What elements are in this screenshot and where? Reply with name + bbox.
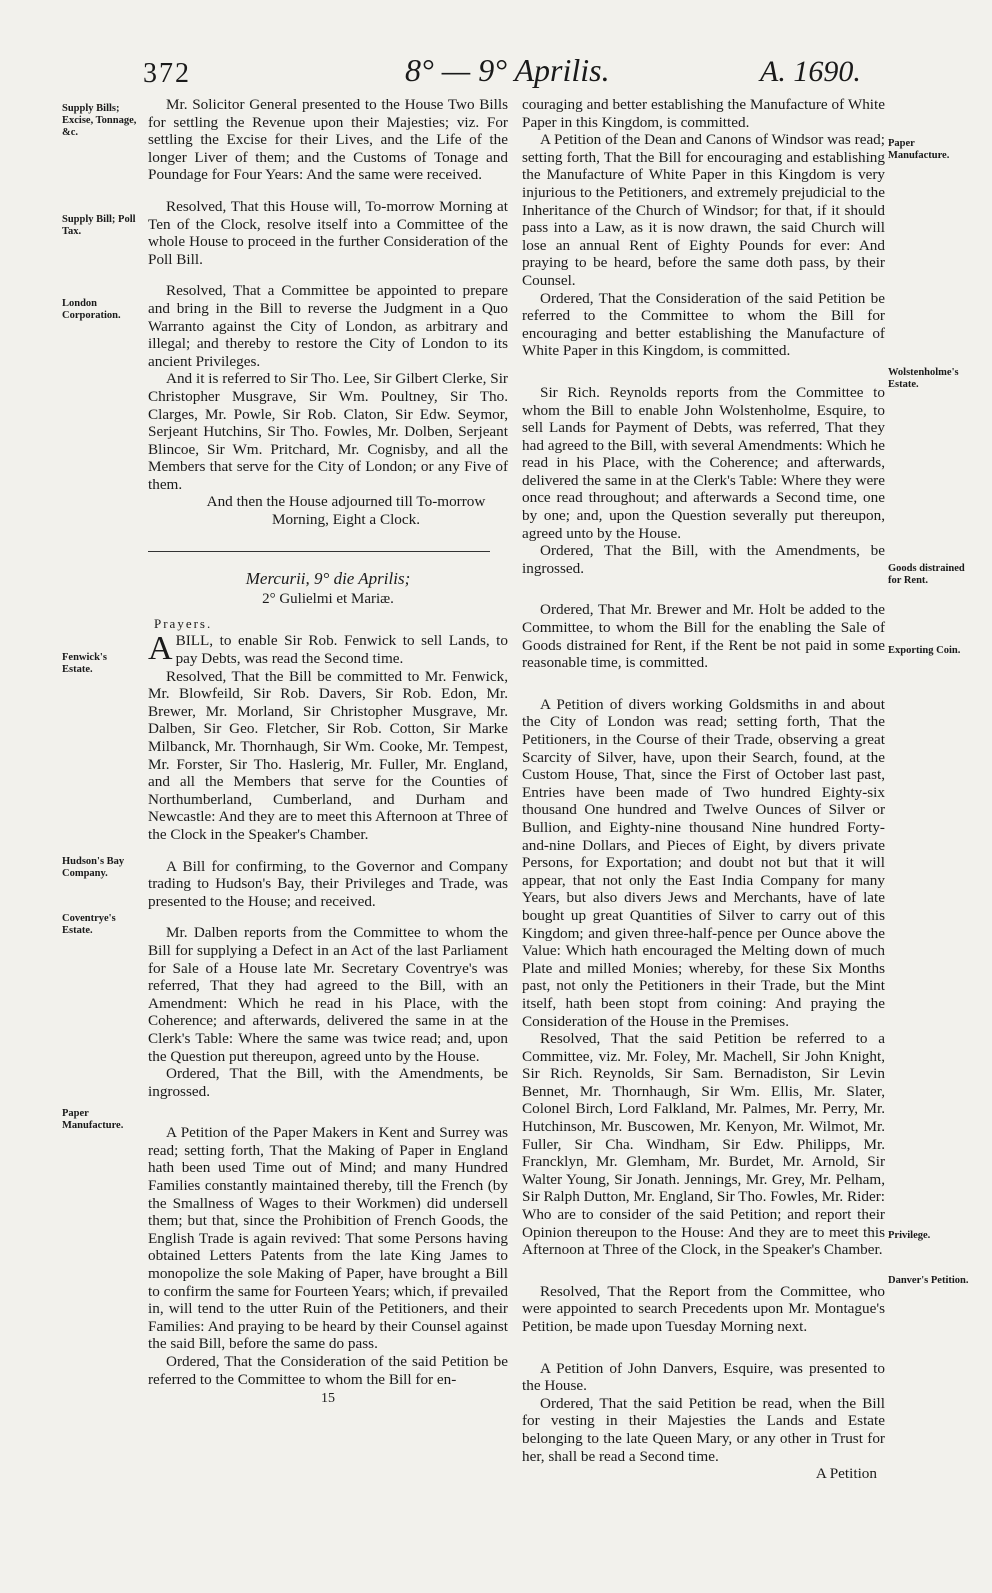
paragraph-hudsons-bay: A Bill for confirming, to the Governor and Company trading to Hudson's Bay, their Privileges and Trade, was presented to the House; and received. bbox=[148, 857, 508, 910]
adjournment-note: And then the House adjourned till To-morrow Morning, Eight a Clock. bbox=[206, 493, 486, 529]
margin-note-danvers: Danver's Petition. bbox=[888, 1275, 969, 1286]
margin-note-supply-bills: Supply Bills; Excise, Tonnage, &c. bbox=[62, 103, 137, 138]
regnal-year: 2° Gulielmi et Mariæ. bbox=[262, 591, 394, 608]
paragraph-goldsmiths-committee: Resolved, That the said Petition be referred to a Committee, viz. Mr. Foley, Mr. Machell, Sir John Knight, Sir Rich. Reynolds, Sir Sam. Bernadiston, Sir Levin Bennet, Mr. Thornhaugh, Sir Wm. Ellis, Mr. Slater, Colonel Birch, Lord Falkland, Mr. Palmes, Mr. Perry, Mr. Hutchinson, Mr. Buscowen, Mr. Kenyon, Mr. Wilmot, Mr. Fuller, Sir Cha. Windham, Sir Edw. Philipps, Mr. Francklyn, Mr. Glemham, Mr. Burdet, Mr. Arnold, Sir Walter Young, Sir Jonath. Jennings, Mr. Grey, Mr. Pelham, Sir Ralph Dutton, Mr. England, Sir Tho. Fowles, Mr. Rider: Who are to consider of the said Petition; and report their Opinion thereupon to the House: And they are to meet this Afternoon at Three of the Clock, in the Speaker's Chamber. bbox=[522, 1030, 885, 1259]
margin-note-exporting-coin: Exporting Coin. bbox=[888, 645, 961, 656]
margin-note-paper-right: Paper Manufacture. bbox=[888, 138, 950, 161]
paragraph-supply-bills: Mr. Solicitor General presented to the House Two Bills for settling the Revenue upon their Majesties; viz. For settling the Excise for their Lives, and the Life of the longer Liver of them; and the Customs of Tonage and Poundage for Four Years: And the same were received. bbox=[148, 96, 508, 184]
margin-note-privilege: Privilege. bbox=[888, 1230, 931, 1241]
paragraph-fenwick-bill bbox=[148, 632, 508, 667]
paragraph-montague-precedents: Resolved, That the Report from the Committee, who were appointed to search Precedents upon Mr. Montague's Petition, be made upon Tuesday Morning next. bbox=[522, 1282, 885, 1335]
drop-capital: A bbox=[148, 630, 173, 668]
margin-note-coventrye: Coventrye's Estate. bbox=[62, 913, 116, 936]
margin-note-hudsons-bay: Hudson's Bay Company. bbox=[62, 856, 125, 879]
paragraph-poll-bill: Resolved, That this House will, To-morrow Morning at Ten of the Clock, resolve itself into a Committee of the whole House to proceed in the further Consideration of the Poll Bill. bbox=[148, 197, 508, 268]
section-divider bbox=[148, 551, 490, 552]
signature-mark: 15 bbox=[321, 1391, 335, 1407]
paragraph-coventrye: Mr. Dalben reports from the Committee to whom the Bill for supplying a Defect in an Act of the last Parliament for Sale of a House late Mr. Secretary Coventrye's was referred, That they had agreed to the Bill, with an Amendment: Which he read in his Place, with the Coherence; and afterwards, delivered the same in at the Clerk's Table: Where the same was twice read; and, upon the Question put thereupon, agreed unto by the House. bbox=[148, 924, 508, 1065]
right-column bbox=[522, 96, 885, 1483]
margin-note-fenwick: Fenwick's Estate. bbox=[62, 652, 107, 675]
fenwick-bill-text: BILL, to enable Sir Rob. Fenwick to sell Lands, to pay Debts, was read the Second time. bbox=[175, 632, 508, 668]
paragraph-paper-makers-petition: A Petition of the Paper Makers in Kent and Surrey was read; setting forth, That the Making of Paper in England hath been used Time out of Mind; and many Hundred Families constantly maintained thereby, till the French (by the Smallness of Wages to their Workmen) did undersell them; but that, since the Prohibition of French Goods, the English Trade is again revived: That some Persons having obtained Letters Patents from the late King James to monopolize the sole Making of Paper, have brought a Bill to confirm the same for Fourteen Years; which, if prevailed in, will tend to the utter Ruin of the Petitioners, and their Families: And praying to be heard by their Counsel against the said Bill, before the same do pass. bbox=[148, 1124, 508, 1353]
paragraph-wolstenholme-report: Sir Rich. Reynolds reports from the Committee to whom the Bill to enable John Wolstenholme, Esquire, to sell Lands for Payment of Debts, was referred, That they had agreed to the Bill, with several Amendments: Which he read in his Place, with the Coherence; and afterwards, delivered the same in at the Clerk's Table: Where they were once read throughout; and afterwards a Second time, one by one; and, upon the Question severally put thereupon, agreed unto by the House. bbox=[522, 383, 885, 542]
margin-note-wolstenholme: Wolstenholme's Estate. bbox=[888, 367, 959, 390]
day-heading: Mercurii, 9° die Aprilis; bbox=[245, 568, 411, 588]
paragraph-goldsmiths-petition: A Petition of divers working Goldsmiths in and about the City of London was read; setting forth, That the Petitioners, in the Course of their Trade, observing a great Scarcity of Silver, have, upon their Search, found, at the Custom House, That, since the First of October last past, Entries have been made of Two hundred Eighty-six thousand One hundred and Twelve Ounces of Silver or Bullion, and Eighty-nine thousand Nine hundred Forty-and-nine Dollars, and Pieces of Eight, by divers private Persons, for Exportation; and doubt not but that it will appear, that not only the East India Company for many Years, but also divers Jews and Merchants, have of late bought up great Quantities of Silver to carry out of this Kingdom; and given three-half-pence per Ounce above the Value: Which hath encouraged the Melting down of much Plate and milled Monies; whereby, for these Six Months past, not only the Petitioners in their Trade, but the Mint itself, hath been stopt from coining: And praying the Consideration of the House in the Premises. bbox=[522, 695, 885, 1030]
paragraph-windsor-referral: Ordered, That the Consideration of the said Petition be referred to the Committee to whom the Bill for encouraging and better establishing the Manufacture of White Paper in this Kingdom, is committed. bbox=[522, 289, 885, 360]
paragraph-continuation: couraging and better establishing the Manufacture of White Paper in this Kingdom, is committed. bbox=[522, 96, 885, 131]
margin-note-poll-tax: Supply Bill; Poll Tax. bbox=[62, 214, 136, 237]
left-column bbox=[148, 96, 508, 1408]
paragraph-coventrye-ingrossed: Ordered, That the Bill, with the Amendments, be ingrossed. bbox=[148, 1065, 508, 1100]
paragraph-danvers-petition: A Petition of John Danvers, Esquire, was presented to the House. bbox=[522, 1359, 885, 1395]
paragraph-paper-referral: Ordered, That the Consideration of the said Petition be referred to the Committee to whom the Bill for en- bbox=[148, 1353, 508, 1388]
page-date-heading: 8° — 9° Aprilis. bbox=[405, 52, 610, 88]
margin-note-goods-distrained: Goods distrained for Rent. bbox=[888, 563, 965, 586]
page-year: A. 1690. bbox=[760, 55, 861, 88]
page-number: 372 bbox=[143, 58, 191, 89]
margin-note-paper-left: Paper Manufacture. bbox=[62, 1108, 124, 1131]
paragraph-quo-warranto: Resolved, That a Committee be appointed to prepare and bring in the Bill to reverse the Judgment in a Quo Warranto against the City of London, as arbitrary and illegal; and thereby to restore the City of London to its ancient Privileges. bbox=[148, 282, 508, 370]
prayers-heading: Prayers. bbox=[154, 615, 213, 631]
margin-note-london-corporation: London Corporation. bbox=[62, 298, 121, 321]
paragraph-committee-members: And it is referred to Sir Tho. Lee, Sir Gilbert Clerke, Sir Christopher Musgrave, Sir Wm. Poultney, Sir Tho. Clarges, Mr. Powle, Sir Rob. Claton, Sir Edw. Seymor, Serjeant Hutchins, Sir Tho. Fowles, Mr. Dolben, Serjeant Blincoe, Sir Wm. Pritchard, Mr. Cognisby, and all the Members that serve for the City of London; or any Five of them. bbox=[148, 370, 508, 493]
paragraph-windsor-petition: A Petition of the Dean and Canons of Windsor was read; setting forth, That the Bill for encouraging and establishing the Manufacture of White Paper in this Kingdom is very injurious to the Petitioners, and extremely prejudicial to the Inheritance of the Church of Windsor; for that, if it should pass into a Law, as it is now drawn, the said Church will lose an annual Rent of Eighty Pounds for ever: And praying to be heard, before the same doth pass, by their Counsel. bbox=[522, 131, 885, 289]
catchword: A Petition bbox=[815, 1465, 877, 1483]
paragraph-danvers-order: Ordered, That the said Petition be read, when the Bill for vesting in their Majesties the Lands and Estate belonging to the late Queen Mary, or any other in Trust for her, shall be read a Second time. bbox=[522, 1394, 885, 1465]
paragraph-wolstenholme-ingrossed: Ordered, That the Bill, with the Amendments, be ingrossed. bbox=[522, 542, 885, 577]
paragraph-goods-distrained: Ordered, That Mr. Brewer and Mr. Holt be added to the Committee, to whom the Bill for the enabling the Sale of Goods distrained for Rent, if the Rent be not paid in some reasonable time, is committed. bbox=[522, 601, 885, 672]
paragraph-fenwick-committee: Resolved, That the Bill be committed to Mr. Fenwick, Mr. Blowfeild, Sir Rob. Davers, Sir Rob. Edon, Mr. Brewer, Mr. Morland, Sir Christopher Musgrave, Mr. Dalben, Sir Geo. Fletcher, Sir Rob. Cotton, Sir Marke Milbanck, Mr. Thornhaugh, Sir Wm. Cooke, Mr. Tempest, Mr. Forster, Sir Tho. Haslerig, Mr. Fuller, Mr. England, and all the Members that serve for the Counties of Northumberland, Cumberland, and Durham and Newcastle: And they are to meet this Afternoon at Three of the Clock in the Speaker's Chamber. bbox=[148, 667, 508, 843]
